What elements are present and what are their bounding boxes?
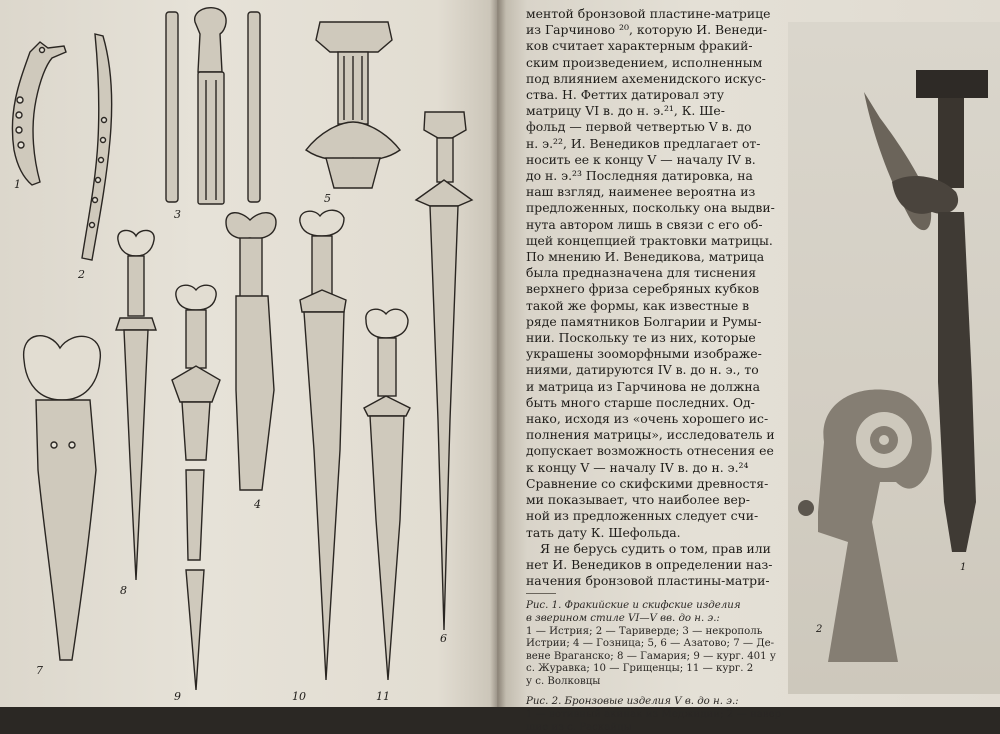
text-line: такой же формы, как известные в [526, 297, 750, 313]
text-line: нако, исходя из «очень хорошего ис- [526, 411, 769, 427]
text-line: н. э.²², И. Венедиков предлагает от- [526, 135, 761, 151]
caption-figure-1 [526, 600, 784, 688]
text-line: предложенных, поскольку она выдви- [526, 200, 775, 216]
figure-plate [0, 0, 497, 707]
text-line: украшены зооморфными изображе- [526, 346, 762, 362]
text-line: ментой бронзовой пластине-матрице [526, 6, 771, 21]
text-line: ми показывает, что наиболее вер- [526, 492, 750, 508]
text-line: начения бронзовой пластины-матри- [526, 573, 770, 589]
artifact-5-dagger-hilt [306, 22, 400, 188]
caption-line: 1 — Истрия; 2 — Тариверде; 3 — некрополь [526, 625, 763, 637]
artifact-4-sword [226, 213, 276, 490]
photo-label-1: 1 [960, 562, 967, 573]
text-line: под влиянием ахеменидского искус- [526, 70, 766, 86]
artifact-10-dagger [300, 210, 346, 680]
artifact-2-strip [82, 34, 112, 260]
text-line: По мнению И. Венедикова, матрица [526, 249, 765, 265]
text-line: нет И. Венедиков в определении наз- [526, 556, 773, 572]
fig-num-7: 7 [36, 664, 43, 677]
artifact-3-rods [166, 8, 260, 204]
artifact-6-akinakes [416, 112, 472, 630]
artifact-11-dagger [364, 309, 410, 680]
text-column [526, 0, 785, 733]
caption-line: вене Враганско; 8 — Гамария; 9 — кург. 401 у [526, 650, 776, 662]
text-line: из Гарчиново ²⁰, которую И. Венеди- [526, 22, 768, 38]
text-line: матрицу VI в. до н. э.²¹, К. Ше- [526, 103, 725, 119]
fig-num-8: 8 [120, 584, 127, 597]
fig-num-2: 2 [78, 268, 85, 281]
caption-line: у с. Волковцы [526, 675, 601, 687]
text-line: ства. Н. Феттих датировал эту [526, 87, 725, 103]
fig-num-5: 5 [324, 192, 331, 205]
text-line: Сравнение со скифскими древностя- [526, 475, 769, 491]
text-line: ков считает характерным фракий- [526, 38, 753, 54]
artifact-8-dagger [116, 230, 156, 580]
text-line: верхнего фриза серебряных кубков [526, 281, 760, 297]
caption-line: шие из с. Раскайцы [526, 721, 632, 733]
caption-line: с. Журавка; 10 — Грищенцы; 11 — кург. 2 [526, 663, 754, 675]
text-line: нии. Поскольку те из них, которые [526, 330, 756, 346]
body-text [526, 6, 784, 589]
photo-plate [788, 22, 1000, 694]
text-line: ряде памятников Болгарии и Румы- [526, 313, 762, 329]
text-line: к концу V — началу IV в. до н. э.²⁴ [526, 459, 749, 475]
text-line: быть много старше последних. Од- [526, 394, 755, 410]
artifact-1-plaque [12, 42, 66, 185]
caption-line: Истрии; 4 — Гозница; 5, 6 — Азатово; 7 — Де- [526, 638, 775, 650]
text-line: полнения матрицы», исследователь и [526, 427, 775, 443]
text-line: ниями, датируются IV в. до н. э., то [526, 362, 759, 378]
text-line: и матрица из Гарчинова не должна [526, 378, 761, 394]
fig-num-1: 1 [14, 178, 21, 191]
text-line: до н. э.²³ Последняя датировка, на [526, 168, 753, 184]
text-line: Я не берусь судить о том, прав или [540, 540, 771, 556]
text-line: наш взгляд, наименее вероятна из [526, 184, 756, 200]
text-line: фольд — первой четвертью V в. до [526, 119, 752, 135]
fig-num-10: 10 [292, 690, 306, 703]
fig-num-6: 6 [440, 632, 447, 645]
text-line: допускает возможность отнесения ее [526, 443, 774, 459]
caption-divider [526, 593, 556, 594]
text-line: ским произведением, исполненным [526, 54, 763, 70]
left-page [0, 0, 497, 707]
book-gutter [490, 0, 506, 707]
photo-label-2: 2 [816, 624, 823, 635]
text-line: нута автором лишь в связи с его об- [526, 216, 763, 232]
caption-title: Рис. 2. Бронзовые изделия V в. до н. э.: [526, 696, 739, 708]
artifact-9-dagger [172, 285, 220, 690]
text-line: тать дату К. Шефольда. [526, 524, 681, 540]
fig-num-3: 3 [174, 208, 181, 221]
caption-title: Рис. 1. Фракийские и скифские изделия [526, 600, 741, 612]
text-line: носить ее к концу V — началу IV в. [526, 151, 756, 167]
text-line: была предназначена для тиснения [526, 265, 757, 281]
fig-num-11: 11 [376, 690, 390, 703]
artifact-7-dagger [24, 336, 101, 660]
photo-artifacts [788, 22, 1000, 694]
caption-figure-2 [526, 696, 784, 734]
caption-title: в зверином стиле VI—V вв. до н. э.: [526, 612, 720, 624]
text-line: ной из предложенных следует счи- [526, 508, 759, 524]
caption-line: 1 — вотивный акинак из Меджидии; 2 — навер- [526, 709, 785, 721]
pommel-finial-photo [798, 389, 932, 662]
fig-num-9: 9 [174, 690, 181, 703]
text-line: щей концепцией трактовки матрицы. [526, 232, 773, 248]
fig-num-4: 4 [254, 498, 261, 511]
